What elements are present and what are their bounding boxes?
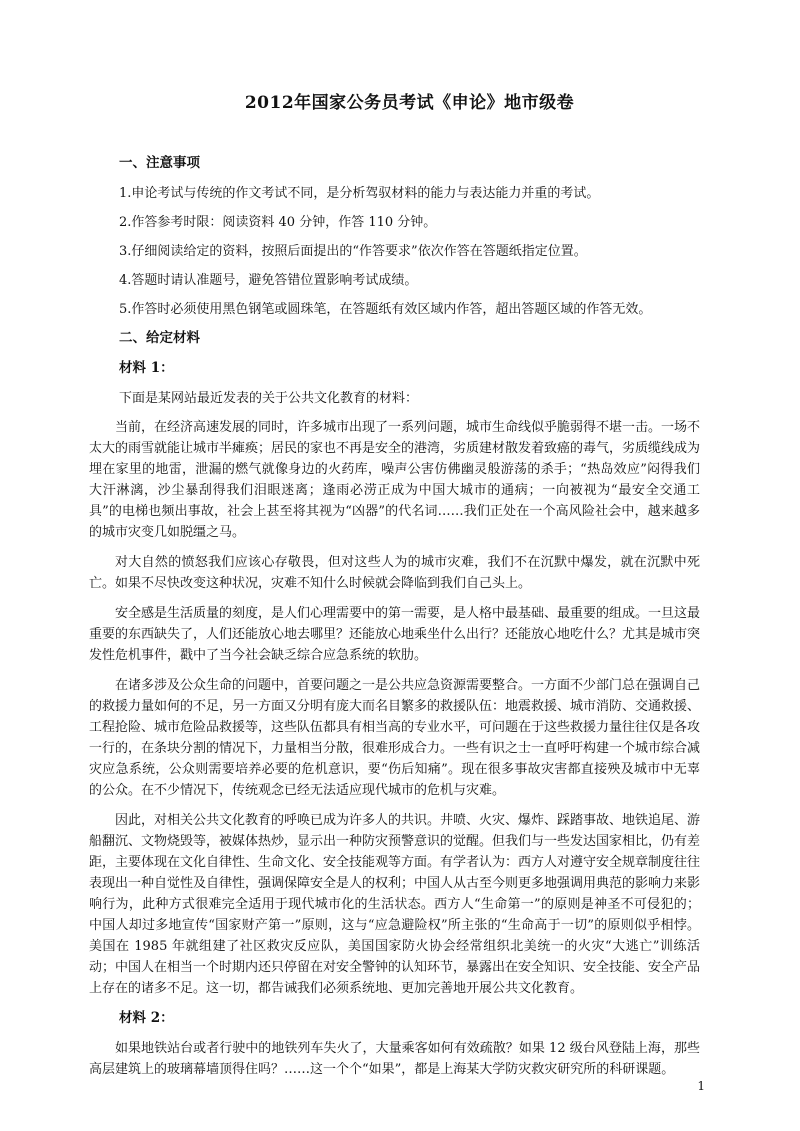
material-2-label: 材料 2：	[119, 1010, 174, 1026]
section-heading-materials: 二、给定材料	[119, 330, 200, 346]
material-paragraph: 如果地铁站台或者行驶中的地铁列车失火了，大量乘客如何有效疏散？如果 12 级台风登陆上海，那些高层建筑上的玻璃幕墙顶得住吗？……这一个个“如果”，都是上海某大学防灾救灾研究所的科研课题。	[89, 1041, 700, 1077]
page-number: 1	[697, 1079, 705, 1093]
material-paragraph: 在诸多涉及公众生命的问题中，首要问题之一是公共应急资源需要整合。一方面不少部门总在强调自己的救援力量如何的不足，另一方面又分明有庞大而名目繁多的救援队伍：地震救援、城市消防、交通救援、工程抢险、城市危险品救援等，这些队伍都具有相当高的专业水平，可问题在于这些救援力量往往仅是各攻一行的，在条块分割的情况下，力量相当分散，很难形成合力。一些有识之士一直呼吁构建一个城市综合减灾应急系统，公众则需要培养必要的危机意识，要“伤后知痛”。现在很多事故灾害都直接殃及城市中无辜的公众。在不少情况下，传统观念已经无法适应现代城市的危机与灾难。	[89, 678, 701, 798]
note-item: 1.申论考试与传统的作文考试不同，是分析驾驭材料的能力与表达能力并重的考试。	[119, 186, 600, 201]
material-paragraph: 对大自然的愤怒我们应该心存敬畏，但对这些人为的城市灾难，我们不在沉默中爆发，就在沉默中死亡。如果不尽快改变这种状况，灾难不知什么时候就会降临到我们自己头上。	[89, 555, 700, 591]
material-1-intro: 下面是某网站最近发表的关于公共文化教育的材料：	[119, 391, 419, 406]
note-item: 5.作答时必须使用黑色钢笔或圆珠笔，在答题纸有效区域内作答，超出答题区域的作答无效。	[119, 302, 652, 317]
material-paragraph: 因此，对相关公共文化教育的呼唤已成为许多人的共识。井喷、火灾、爆炸、踩踏事故、地铁追尾、游船翻沉、文物烧毁等，被媒体热炒，显示出一种防灾预警意识的觉醒。但我们与一些发达国家相比，仍有差距，主要体现在文化自律性、生命文化、安全技能观等方面。有学者认为：西方人对遵守安全规章制度往往表现出一种自觉性及自律性，强调保障安全是人的权利；中国人从古至今则更多地强调用典范的影响力来影响行为，此种方式很难完全适用于现代城市化的生活状态。西方人“生命第一”的原则是神圣不可侵犯的；中国人却过多地宣传“国家财产第一”原则，这与“应急避险权”所主张的“生命高于一切”的原则似乎相悖。美国在 1985 年就组建了社区救灾反应队，美国国家防火协会经常组织北美统一的火灾“大逃亡”训练活动；中国人在相当一个时期内还只停留在对安全警钟的认知环节，暴露出在安全知识、安全技能、安全产品上存在的诸多不足。这一切，都告诫我们必须系统地、更加完善地开展公共文化教育。	[89, 813, 701, 996]
section-heading-notes: 一、注意事项	[119, 155, 200, 171]
note-item: 2.作答参考时限：阅读资料 40 分钟，作答 110 分钟。	[119, 215, 437, 230]
material-1-label: 材料 1：	[119, 360, 174, 376]
material-paragraph: 当前，在经济高速发展的同时，许多城市出现了一系列问题，城市生命线似乎脆弱得不堪一击。一场不太大的雨雪就能让城市半瘫痪；居民的家也不再是安全的港湾，劣质建材散发着致癌的毒气，劣质缆线成为埋在家里的地雷，泄漏的燃气就像身边的火药库，噪声公害仿佛幽灵般游荡的杀手；“热岛效应”闷得我们大汗淋漓，沙尘暴刮得我们泪眼迷离；逢雨必涝正成为中国大城市的通病；一向被视为“最安全交通工具”的电梯也频出事故，社会上甚至将其视为“凶器”的代名词……我们正处在一个高风险社会中，越来越多的城市灾变几如脱缰之马。	[89, 420, 701, 540]
note-item: 3.仔细阅读给定的资料，按照后面提出的“作答要求”依次作答在答题纸指定位置。	[119, 244, 587, 259]
note-item: 4.答题时请认准题号，避免答错位置影响考试成绩。	[119, 273, 418, 288]
document-title: 2012年国家公务员考试《申论》地市级卷	[244, 93, 575, 113]
material-paragraph: 安全感是生活质量的刻度，是人们心理需要中的第一需要，是人格中最基础、最重要的组成。一旦这最重要的东西缺失了，人们还能放心地去哪里？还能放心地乘坐什么出行？还能放心地吃什么？尤其是城市突发性危机事件，戳中了当今社会缺乏综合应急系统的软肋。	[89, 606, 701, 663]
